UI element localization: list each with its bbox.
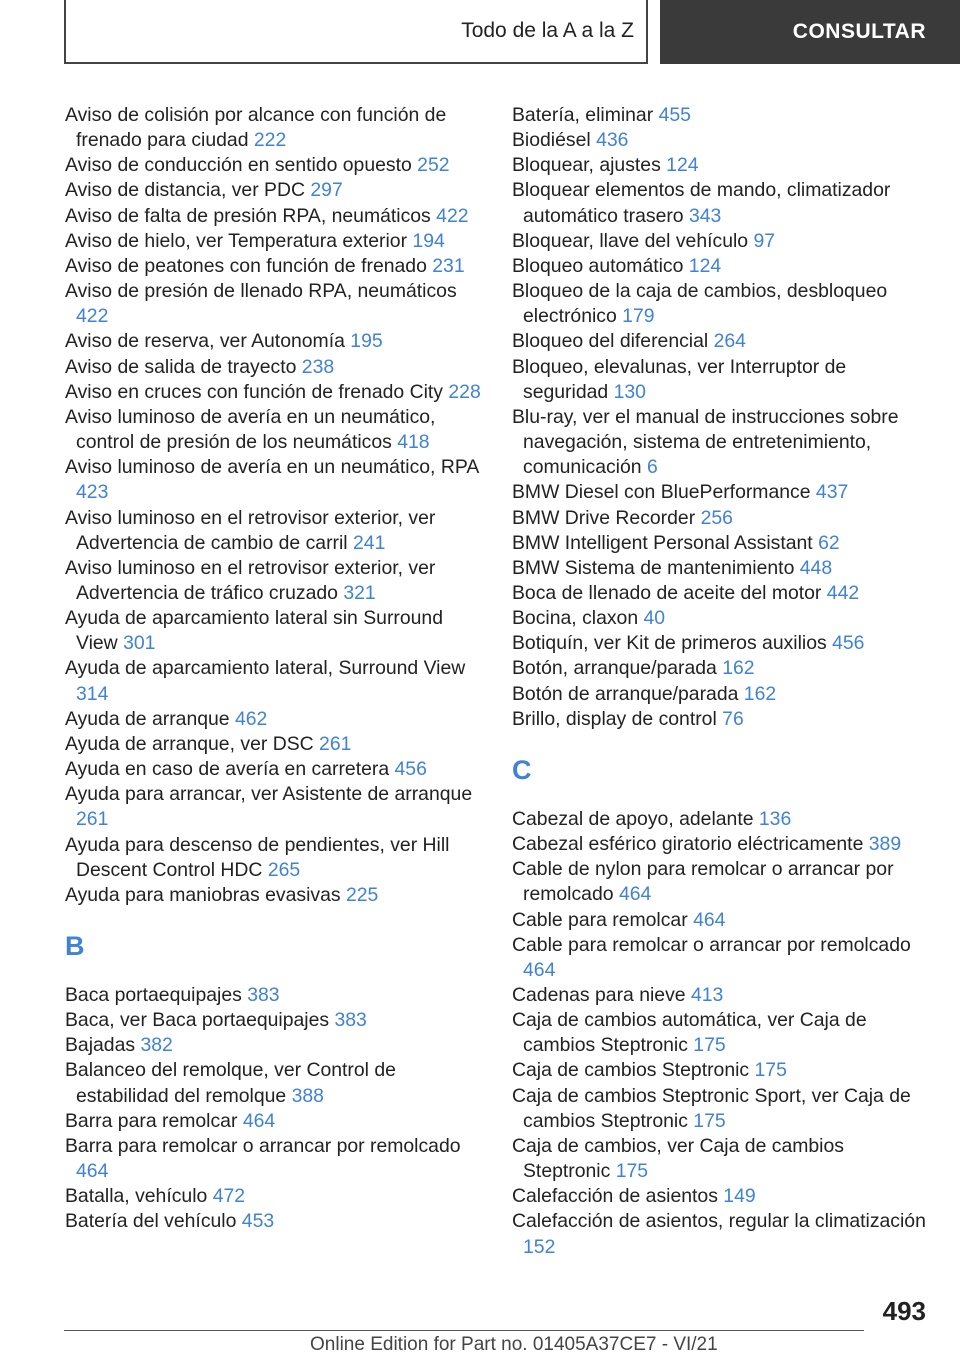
footer-edition: Online Edition for Part no. 01405A37CE7 - VI/21 — [310, 1334, 718, 1355]
index-entry — [512, 153, 932, 178]
index-entry — [65, 1134, 485, 1184]
index-entry — [65, 506, 485, 556]
page-reference-link[interactable]: 389 — [868, 833, 902, 856]
index-entry — [512, 1008, 932, 1058]
index-entry — [512, 178, 932, 228]
index-entry-text: BMW Drive Recorder — [512, 506, 696, 529]
index-entry-text: Botiquín, ver Kit de primeros auxilios — [512, 632, 827, 655]
index-entry-text: Aviso luminoso de avería en un neumático, RPA — [65, 456, 479, 479]
index-entry-text: Cabezal de apoyo, adelante — [512, 807, 754, 830]
index-entry — [65, 757, 485, 782]
index-entry-text: Baca, ver Baca portaequipajes — [65, 1009, 330, 1032]
index-entry — [512, 707, 932, 732]
index-entry — [65, 1033, 485, 1058]
index-entry — [512, 581, 932, 606]
index-entry-text: Caja de cambios Steptronic — [512, 1059, 750, 1082]
index-entry-text: Aviso luminoso en el retrovisor exterior, ver Advertencia de tráfico cruzado — [65, 556, 436, 604]
page-reference-link[interactable]: 456 — [394, 758, 427, 781]
index-entry — [512, 128, 932, 153]
index-entry — [65, 1209, 485, 1234]
index-entry-text: Cable para remolcar o arrancar por remolcado — [512, 933, 911, 956]
tab-az-label: Todo de la A a la Z — [461, 19, 634, 42]
index-column-right — [512, 103, 932, 1260]
index-entry-text: Botón de arranque/parada — [512, 682, 739, 705]
index-entry — [512, 1209, 932, 1259]
index-entry-text: Cabezal esférico giratorio eléctricamente — [512, 833, 864, 856]
tab-consultar-label: CONSULTAR — [792, 20, 926, 43]
index-entry — [65, 983, 485, 1008]
index-entry-text: BMW Diesel con BluePerformance — [512, 481, 811, 504]
index-entry — [512, 329, 932, 354]
page-reference-link[interactable]: 382 — [140, 1034, 173, 1057]
index-entry — [512, 1084, 932, 1134]
index-entry — [512, 807, 932, 832]
page-reference-link[interactable]: 162 — [722, 657, 755, 680]
index-entry — [512, 506, 932, 531]
page-reference-link[interactable]: 225 — [345, 883, 379, 906]
page-reference-link[interactable]: 97 — [753, 229, 776, 252]
page-reference-link[interactable]: 314 — [76, 682, 109, 705]
tab-az-index[interactable] — [64, 0, 648, 64]
index-entry-text: Ayuda de arranque, ver DSC — [65, 732, 314, 755]
index-entry-text: Aviso luminoso de avería en un neumático, control de presión de los neumáticos — [65, 405, 436, 454]
index-entry — [512, 480, 932, 505]
page-reference-link[interactable]: 62 — [818, 531, 840, 554]
page-reference-link[interactable]: 413 — [690, 984, 724, 1006]
index-entry-text: Baca portaequipajes — [65, 984, 242, 1006]
index-entry — [512, 933, 932, 983]
page-reference-link[interactable]: 418 — [397, 431, 430, 454]
index-entry — [65, 103, 485, 153]
page-reference-link[interactable]: 265 — [267, 858, 301, 881]
page-reference-link[interactable]: 455 — [658, 104, 691, 126]
index-entry — [65, 279, 485, 329]
index-entry-text: Bloqueo del diferencial — [512, 330, 709, 353]
page-reference-link[interactable]: 136 — [758, 807, 792, 830]
index-entry-text: Ayuda de aparcamiento lateral sin Surround View — [65, 607, 443, 655]
index-entry — [65, 833, 485, 883]
index-entry-text: Blu-ray, ver el manual de instrucciones sobre navegación, sistema de entretenimiento, comunicación — [512, 405, 899, 479]
index-entry-text: Barra para remolcar — [65, 1109, 238, 1132]
index-entry-text: Botón, arranque/parada — [512, 657, 717, 680]
page-reference-link[interactable]: 6 — [646, 456, 658, 479]
index-entry-text: Cable de nylon para remolcar o arrancar por remolcado — [512, 858, 894, 906]
index-entry-text: Batería, eliminar — [512, 104, 654, 126]
index-entry-text: Caja de cambios Steptronic Sport, ver Caja de cambios Steptronic — [512, 1084, 911, 1132]
page-reference-link[interactable]: 152 — [523, 1235, 556, 1258]
index-entry-text: Caja de cambios, ver Caja de cambios Steptronic — [512, 1134, 844, 1183]
page-reference-link[interactable]: 442 — [826, 581, 860, 604]
index-entry-text: Bajadas — [65, 1034, 136, 1057]
index-entry — [512, 908, 932, 933]
page-reference-link[interactable]: 76 — [722, 707, 744, 730]
index-entry-text: Calefacción de asientos — [512, 1185, 718, 1208]
page-reference-link[interactable]: 228 — [448, 380, 481, 403]
index-entry-text: Aviso de hielo, ver Temperatura exterior — [65, 229, 408, 252]
page-reference-link[interactable]: 422 — [76, 305, 109, 328]
index-entry-text: Bloquear elementos de mando, climatizador automático trasero — [512, 179, 891, 227]
index-entry — [65, 707, 485, 732]
index-entry — [65, 1058, 485, 1108]
index-entry-text: Aviso de falta de presión RPA, neumáticos — [65, 204, 431, 227]
index-entry-text: Aviso de salida de trayecto — [65, 355, 297, 378]
page-reference-link[interactable]: 256 — [700, 506, 733, 529]
index-entry-text: Bloquear, llave del vehículo — [512, 229, 749, 252]
page-reference-link[interactable]: 162 — [743, 682, 777, 705]
index-entry — [512, 531, 932, 556]
page-reference-link[interactable]: 437 — [815, 481, 849, 504]
index-entry-text: Batalla, vehículo — [65, 1185, 208, 1208]
index-entry-text: Ayuda en caso de avería en carretera — [65, 758, 390, 781]
index-entry — [65, 254, 485, 279]
index-entry-text: Bloqueo, elevalunas, ver Interruptor de seguridad — [512, 355, 847, 403]
index-entry — [65, 355, 485, 380]
index-entry-text: BMW Sistema de mantenimiento — [512, 556, 795, 579]
page-reference-link[interactable]: 175 — [693, 1034, 726, 1057]
index-entry-text: Boca de llenado de aceite del motor — [512, 581, 822, 604]
page-reference-link[interactable]: 241 — [353, 531, 386, 554]
index-column-left — [65, 103, 485, 1235]
page-reference-link[interactable]: 194 — [412, 229, 445, 252]
page-reference-link[interactable]: 464 — [523, 958, 556, 981]
page-reference-link[interactable]: 222 — [253, 129, 287, 152]
index-entry — [512, 405, 932, 480]
page-reference-link[interactable]: 423 — [76, 481, 109, 504]
page-reference-link[interactable]: 388 — [291, 1084, 324, 1107]
index-entry-text: Caja de cambios automática, ver Caja de cambios Steptronic — [512, 1009, 867, 1057]
index-entry — [65, 732, 485, 757]
index-entry-text: Aviso de conducción en sentido opuesto — [65, 154, 412, 177]
page-reference-link[interactable]: 456 — [832, 632, 865, 655]
page-reference-link[interactable]: 321 — [343, 581, 376, 604]
page-reference-link[interactable]: 264 — [713, 330, 746, 353]
page-reference-link[interactable]: 238 — [301, 355, 335, 378]
page-reference-link[interactable]: 464 — [618, 883, 652, 906]
index-entry-text: Brillo, display de control — [512, 707, 717, 730]
page-reference-link[interactable]: 301 — [123, 632, 156, 655]
index-entry — [512, 254, 932, 279]
index-entry — [512, 631, 932, 656]
page-number: 493 — [882, 1296, 926, 1326]
index-entry-text: Cadenas para nieve — [512, 984, 686, 1006]
page-reference-link[interactable]: 464 — [693, 908, 726, 931]
index-entry-text: Aviso luminoso en el retrovisor exterior, ver Advertencia de cambio de carril — [65, 506, 436, 554]
tab-consultar[interactable] — [660, 0, 960, 64]
index-entry-text: Ayuda para arrancar, ver Asistente de arranque — [65, 783, 473, 806]
index-entry-text: Aviso en cruces con función de frenado City — [65, 380, 443, 403]
index-entry — [512, 656, 932, 681]
index-entry-text: Aviso de presión de llenado RPA, neumáticos — [65, 280, 457, 303]
page-reference-link[interactable]: 195 — [350, 330, 383, 353]
index-entry-text: Aviso de distancia, ver PDC — [65, 179, 305, 202]
index-entry — [512, 983, 932, 1008]
page-reference-link[interactable]: 464 — [242, 1109, 276, 1132]
index-entry-text: Ayuda para descenso de pendientes, ver Hill Descent Control HDC — [65, 833, 450, 881]
page-reference-link[interactable]: 448 — [799, 556, 833, 579]
page-reference-link[interactable]: 436 — [596, 129, 629, 152]
page-reference-link[interactable]: 464 — [76, 1160, 109, 1183]
index-entry — [512, 682, 932, 707]
index-entry-text: Biodiésel — [512, 129, 591, 152]
page-reference-link[interactable]: 149 — [723, 1185, 756, 1208]
page-reference-link[interactable]: 175 — [615, 1160, 649, 1183]
page-reference-link[interactable]: 472 — [212, 1185, 246, 1208]
index-entry — [65, 329, 485, 354]
index-entry-text: Cable para remolcar — [512, 908, 688, 931]
index-entry — [65, 1109, 485, 1134]
page-reference-link[interactable]: 252 — [417, 154, 450, 177]
index-entry-text: Ayuda para maniobras evasivas — [65, 883, 341, 906]
page-reference-link[interactable]: 40 — [643, 607, 666, 630]
index-entry-text: Batería del vehículo — [65, 1210, 237, 1233]
page-reference-link[interactable]: 124 — [666, 154, 699, 177]
index-entry-text: Ayuda de arranque — [65, 707, 230, 730]
index-entry — [512, 832, 932, 857]
page-reference-link[interactable]: 175 — [693, 1109, 726, 1132]
index-entry — [65, 405, 485, 455]
index-entry — [512, 1184, 932, 1209]
page-reference-link[interactable]: 343 — [688, 204, 722, 227]
index-entry — [65, 656, 485, 706]
index-entry-text: Aviso de colisión por alcance con función de frenado para ciudad — [65, 104, 447, 152]
index-entry-text: Calefacción de asientos, regular la climatización — [512, 1210, 926, 1233]
page-reference-link[interactable]: 422 — [436, 204, 469, 227]
page-reference-link[interactable]: 297 — [310, 179, 343, 202]
index-entry-text: Aviso de peatones con función de frenado — [65, 254, 427, 277]
index-entry-text: Ayuda de aparcamiento lateral, Surround View — [65, 657, 466, 680]
page-reference-link[interactable]: 462 — [234, 707, 268, 730]
index-entry — [65, 178, 485, 203]
index-entry — [65, 1184, 485, 1209]
page-reference-link[interactable]: 383 — [334, 1009, 367, 1032]
index-entry — [512, 355, 932, 405]
index-entry-text: Bocina, claxon — [512, 607, 639, 630]
page-reference-link[interactable]: 261 — [319, 732, 352, 755]
index-entry — [65, 1008, 485, 1033]
index-entry — [512, 857, 932, 907]
index-entry — [65, 229, 485, 254]
page-reference-link[interactable]: 130 — [613, 380, 646, 403]
page-reference-link[interactable]: 383 — [247, 984, 280, 1006]
page-reference-link[interactable]: 179 — [622, 305, 655, 328]
index-entry — [65, 455, 485, 505]
index-entry-text: Balanceo del remolque, ver Control de estabilidad del remolque — [65, 1059, 396, 1107]
index-entry-text: Bloqueo automático — [512, 254, 684, 277]
index-entry — [512, 606, 932, 631]
index-entry-text: Bloquear, ajustes — [512, 154, 661, 177]
index-entry — [512, 229, 932, 254]
index-entry — [65, 204, 485, 229]
index-entry-text: BMW Intelligent Personal Assistant — [512, 531, 813, 554]
index-entry — [512, 556, 932, 581]
page-reference-link[interactable]: 124 — [688, 254, 722, 277]
section-letter: B — [65, 931, 85, 961]
index-entry — [512, 1134, 932, 1184]
footer-divider — [64, 1330, 864, 1331]
index-entry — [65, 782, 485, 832]
page-reference-link[interactable]: 453 — [241, 1210, 275, 1233]
index-entry — [65, 153, 485, 178]
index-entry — [512, 1058, 932, 1083]
index-entry — [65, 606, 485, 656]
index-entry — [65, 556, 485, 606]
index-entry — [512, 103, 932, 128]
page-reference-link[interactable]: 175 — [754, 1059, 787, 1082]
page-reference-link[interactable]: 231 — [432, 254, 465, 277]
index-entry — [512, 279, 932, 329]
section-letter: C — [512, 754, 532, 785]
index-entry-text: Bloqueo de la caja de cambios, desbloqueo electrónico — [512, 280, 888, 328]
index-entry — [65, 380, 485, 405]
index-entry-text: Aviso de reserva, ver Autonomía — [65, 330, 345, 353]
index-entry-text: Barra para remolcar o arrancar por remolcado — [65, 1134, 461, 1157]
index-entry — [65, 883, 485, 908]
page-reference-link[interactable]: 261 — [76, 808, 109, 831]
